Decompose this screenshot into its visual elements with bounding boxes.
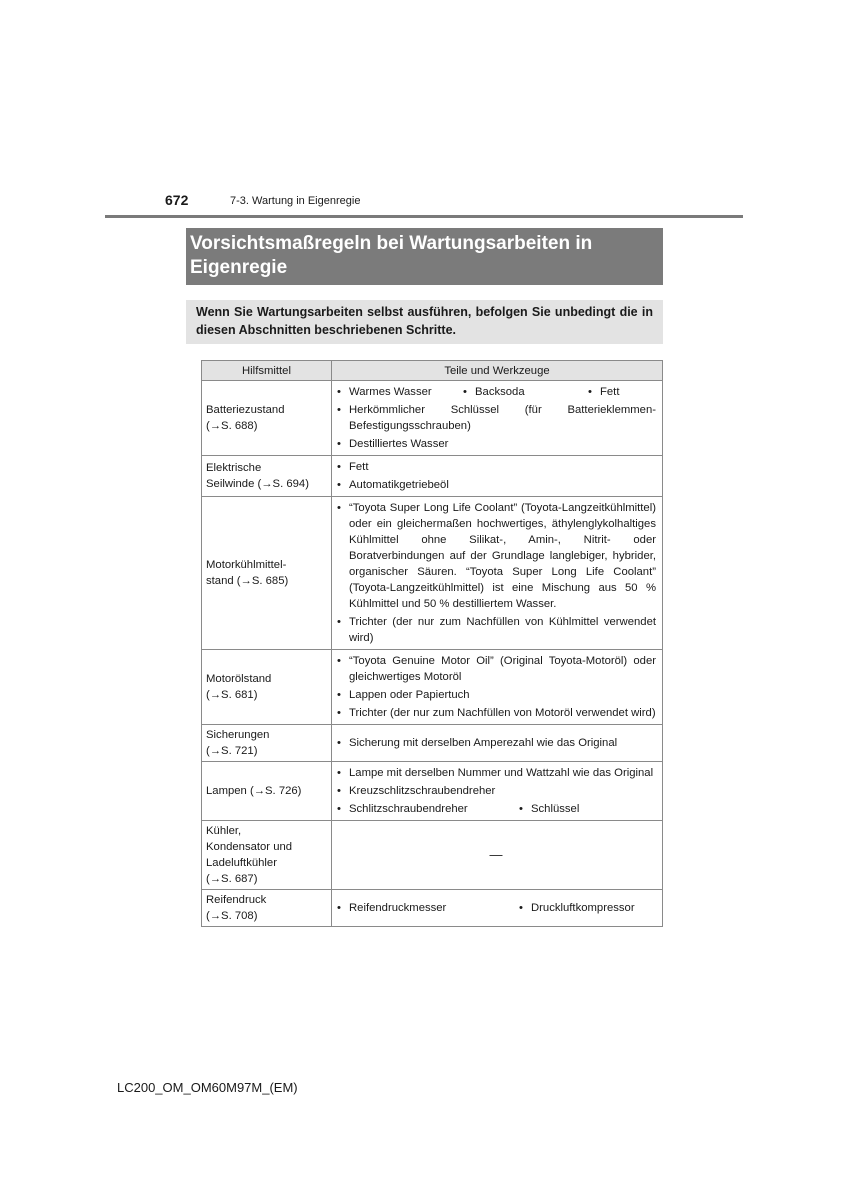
row-label: Elektrische Seilwinde (→S. 694) — [202, 456, 332, 497]
row-items — [332, 650, 663, 725]
row-label: Motorölstand (→S. 681) — [202, 650, 332, 725]
list-item: • Warmes Wasser — [336, 384, 462, 400]
list-item: • Schlüssel — [518, 801, 579, 817]
page-title-line-1: Vorsichtsmaßregeln bei Wartungsarbeiten in — [190, 233, 593, 254]
list-item: • Druckluftkompressor — [518, 900, 635, 916]
row-label: Reifendruck (→S. 708) — [202, 890, 332, 927]
list-item: • Backsoda — [462, 384, 587, 400]
list-item: • Trichter (der nur zum Nachfüllen von Kühlmittel verwendet wird) — [336, 614, 656, 646]
list-item: • Lappen oder Papiertuch — [336, 687, 656, 703]
list-item: • Destilliertes Wasser — [336, 436, 656, 452]
table-row-coolant — [202, 497, 663, 650]
list-item: • Lampe mit derselben Nummer und Wattzahl wie das Original — [336, 765, 656, 781]
list-item: • Fett — [587, 384, 619, 400]
document-code: LC200_OM_OM60M97M_(EM) — [117, 1080, 298, 1095]
row-label: Motorkühlmittel- stand (→S. 685) — [202, 497, 332, 650]
page-number: 672 — [165, 192, 189, 208]
page-header — [0, 190, 848, 220]
row-items — [332, 890, 663, 927]
page-title — [186, 228, 663, 285]
column-header-aids: Hilfsmittel — [202, 361, 332, 381]
page-title-line-2: Eigenregie — [190, 257, 288, 278]
table-row-battery — [202, 381, 663, 456]
table-row-fuses — [202, 725, 663, 762]
list-item: • Automatikgetriebeöl — [336, 477, 656, 493]
row-items — [332, 762, 663, 821]
row-items — [332, 497, 663, 650]
row-label: Kühler, Kondensator und Ladeluftkühler (→S. 687) — [202, 821, 332, 890]
list-item: • Fett — [336, 459, 656, 475]
table-row-lamps — [202, 762, 663, 821]
list-item: • Schlitzschraubendreher — [336, 801, 518, 817]
tools-table — [201, 360, 663, 927]
table-row-engine-oil — [202, 650, 663, 725]
list-item: • “Toyota Super Long Life Coolant” (Toyota-Langzeitkühlmittel) oder ein gleichermaßen hochwertiges, äthylenglykolhaltiges Kühlmittel ohne Silikat-, Amin-, Nitrit- oder Boratverbindungen auf der Grundlage langlebiger, hybrider, organischer Säuren. “Toyota Super Long Life Coolant” (Toyota-Langzeitkühlmittel) ist eine Mischung aus 50 % Kühlmittel und 50 % destilliertem Wasser. — [336, 500, 656, 612]
table-row-tire-pressure — [202, 890, 663, 927]
list-item: • Sicherung mit derselben Amperezahl wie das Original — [336, 735, 656, 751]
list-item: • Trichter (der nur zum Nachfüllen von Motoröl verwendet wird) — [336, 705, 656, 721]
column-header-parts: Teile und Werkzeuge — [332, 361, 663, 381]
row-items — [332, 725, 663, 762]
row-label: Lampen (→S. 726) — [202, 762, 332, 821]
row-label: Sicherungen (→S. 721) — [202, 725, 332, 762]
list-item: • “Toyota Genuine Motor Oil” (Original Toyota-Motoröl) oder gleichwertiges Motoröl — [336, 653, 656, 685]
row-items — [332, 456, 663, 497]
row-items — [332, 381, 663, 456]
row-label: Batteriezustand (→S. 688) — [202, 381, 332, 456]
list-item: • Herkömmlicher Schlüssel (für Batterieklemmen-Befestigungsschrauben) — [336, 402, 656, 434]
table-row-winch — [202, 456, 663, 497]
intro-note: Wenn Sie Wartungsarbeiten selbst ausführen, befolgen Sie unbedingt die in diesen Abschnitten beschriebenen Schritte. — [186, 300, 663, 344]
table-row-radiator — [202, 821, 663, 890]
list-item: • Reifendruckmesser — [336, 900, 518, 916]
row-items-empty-dash: — — [332, 821, 663, 890]
section-breadcrumb: 7-3. Wartung in Eigenregie — [230, 195, 361, 207]
list-item: • Kreuzschlitzschraubendreher — [336, 783, 656, 799]
table-header-row — [202, 361, 663, 381]
header-rule — [105, 215, 743, 218]
